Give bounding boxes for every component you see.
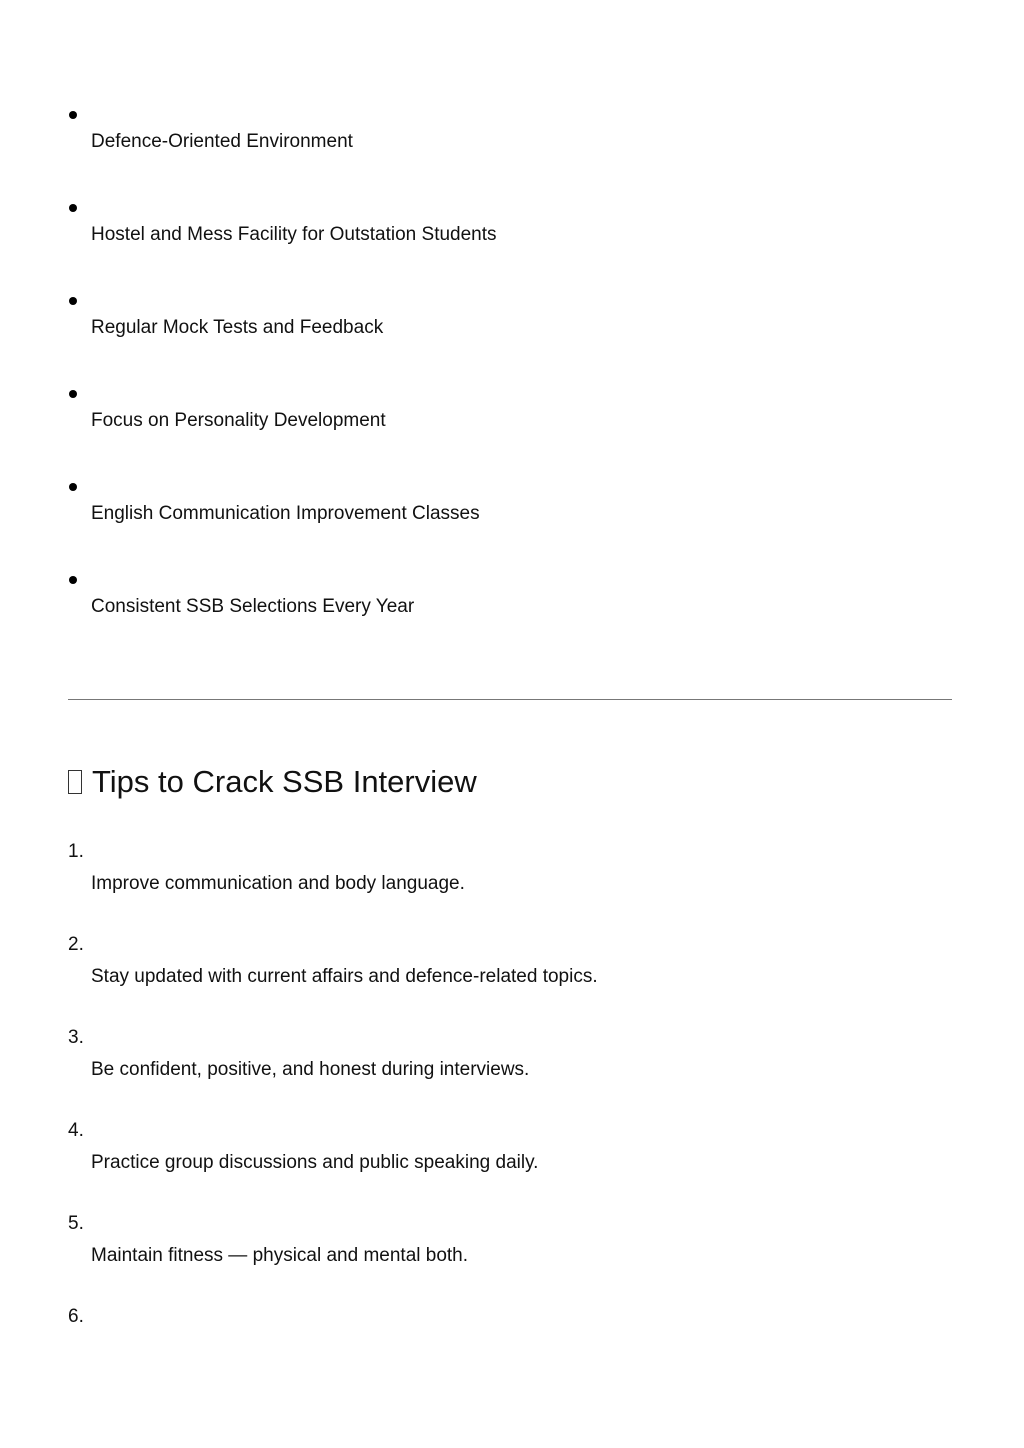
list-item (0, 934, 1024, 1039)
list-item-text: Defence-Oriented Environment (91, 131, 353, 152)
list-item (0, 1120, 1024, 1225)
bullet-icon (69, 204, 77, 212)
list-item-text: Practice group discussions and public speaking daily. (91, 1152, 539, 1173)
list-number: 6. (68, 1306, 84, 1327)
list-item-text: Focus on Personality Development (91, 410, 386, 431)
list-item-text: Hostel and Mess Facility for Outstation Students (91, 224, 497, 245)
list-item-text: Regular Mock Tests and Feedback (91, 317, 384, 338)
list-item (0, 204, 1024, 297)
list-number: 5. (68, 1213, 84, 1234)
list-item-text: Be confident, positive, and honest during interviews. (91, 1059, 530, 1080)
list-number: 2. (68, 934, 84, 955)
bullet-icon (69, 576, 77, 584)
list-number: 3. (68, 1027, 84, 1048)
bullet-icon (69, 297, 77, 305)
list-number: 4. (68, 1120, 84, 1141)
list-item (0, 111, 1024, 204)
list-item-text: Stay updated with current affairs and defence-related topics. (91, 966, 598, 987)
list-item (0, 297, 1024, 390)
section-heading-text: Tips to Crack SSB Interview (92, 764, 477, 799)
list-item (0, 1213, 1024, 1318)
bullet-icon (69, 111, 77, 119)
bullet-icon (69, 483, 77, 491)
section-heading (68, 764, 477, 800)
list-item-text: Improve communication and body language. (91, 873, 465, 894)
list-item (0, 841, 1024, 946)
list-item (0, 1306, 1024, 1411)
missing-glyph-icon (68, 770, 82, 794)
list-item (0, 576, 1024, 669)
list-item-text: Maintain fitness — physical and mental both. (91, 1245, 469, 1266)
divider (68, 699, 952, 700)
list-number: 1. (68, 841, 84, 862)
list-item (0, 1027, 1024, 1132)
list-item-text: Consistent SSB Selections Every Year (91, 596, 415, 617)
bullet-icon (69, 390, 77, 398)
list-item (0, 390, 1024, 483)
list-item (0, 483, 1024, 576)
list-item-text: English Communication Improvement Classes (91, 503, 480, 524)
